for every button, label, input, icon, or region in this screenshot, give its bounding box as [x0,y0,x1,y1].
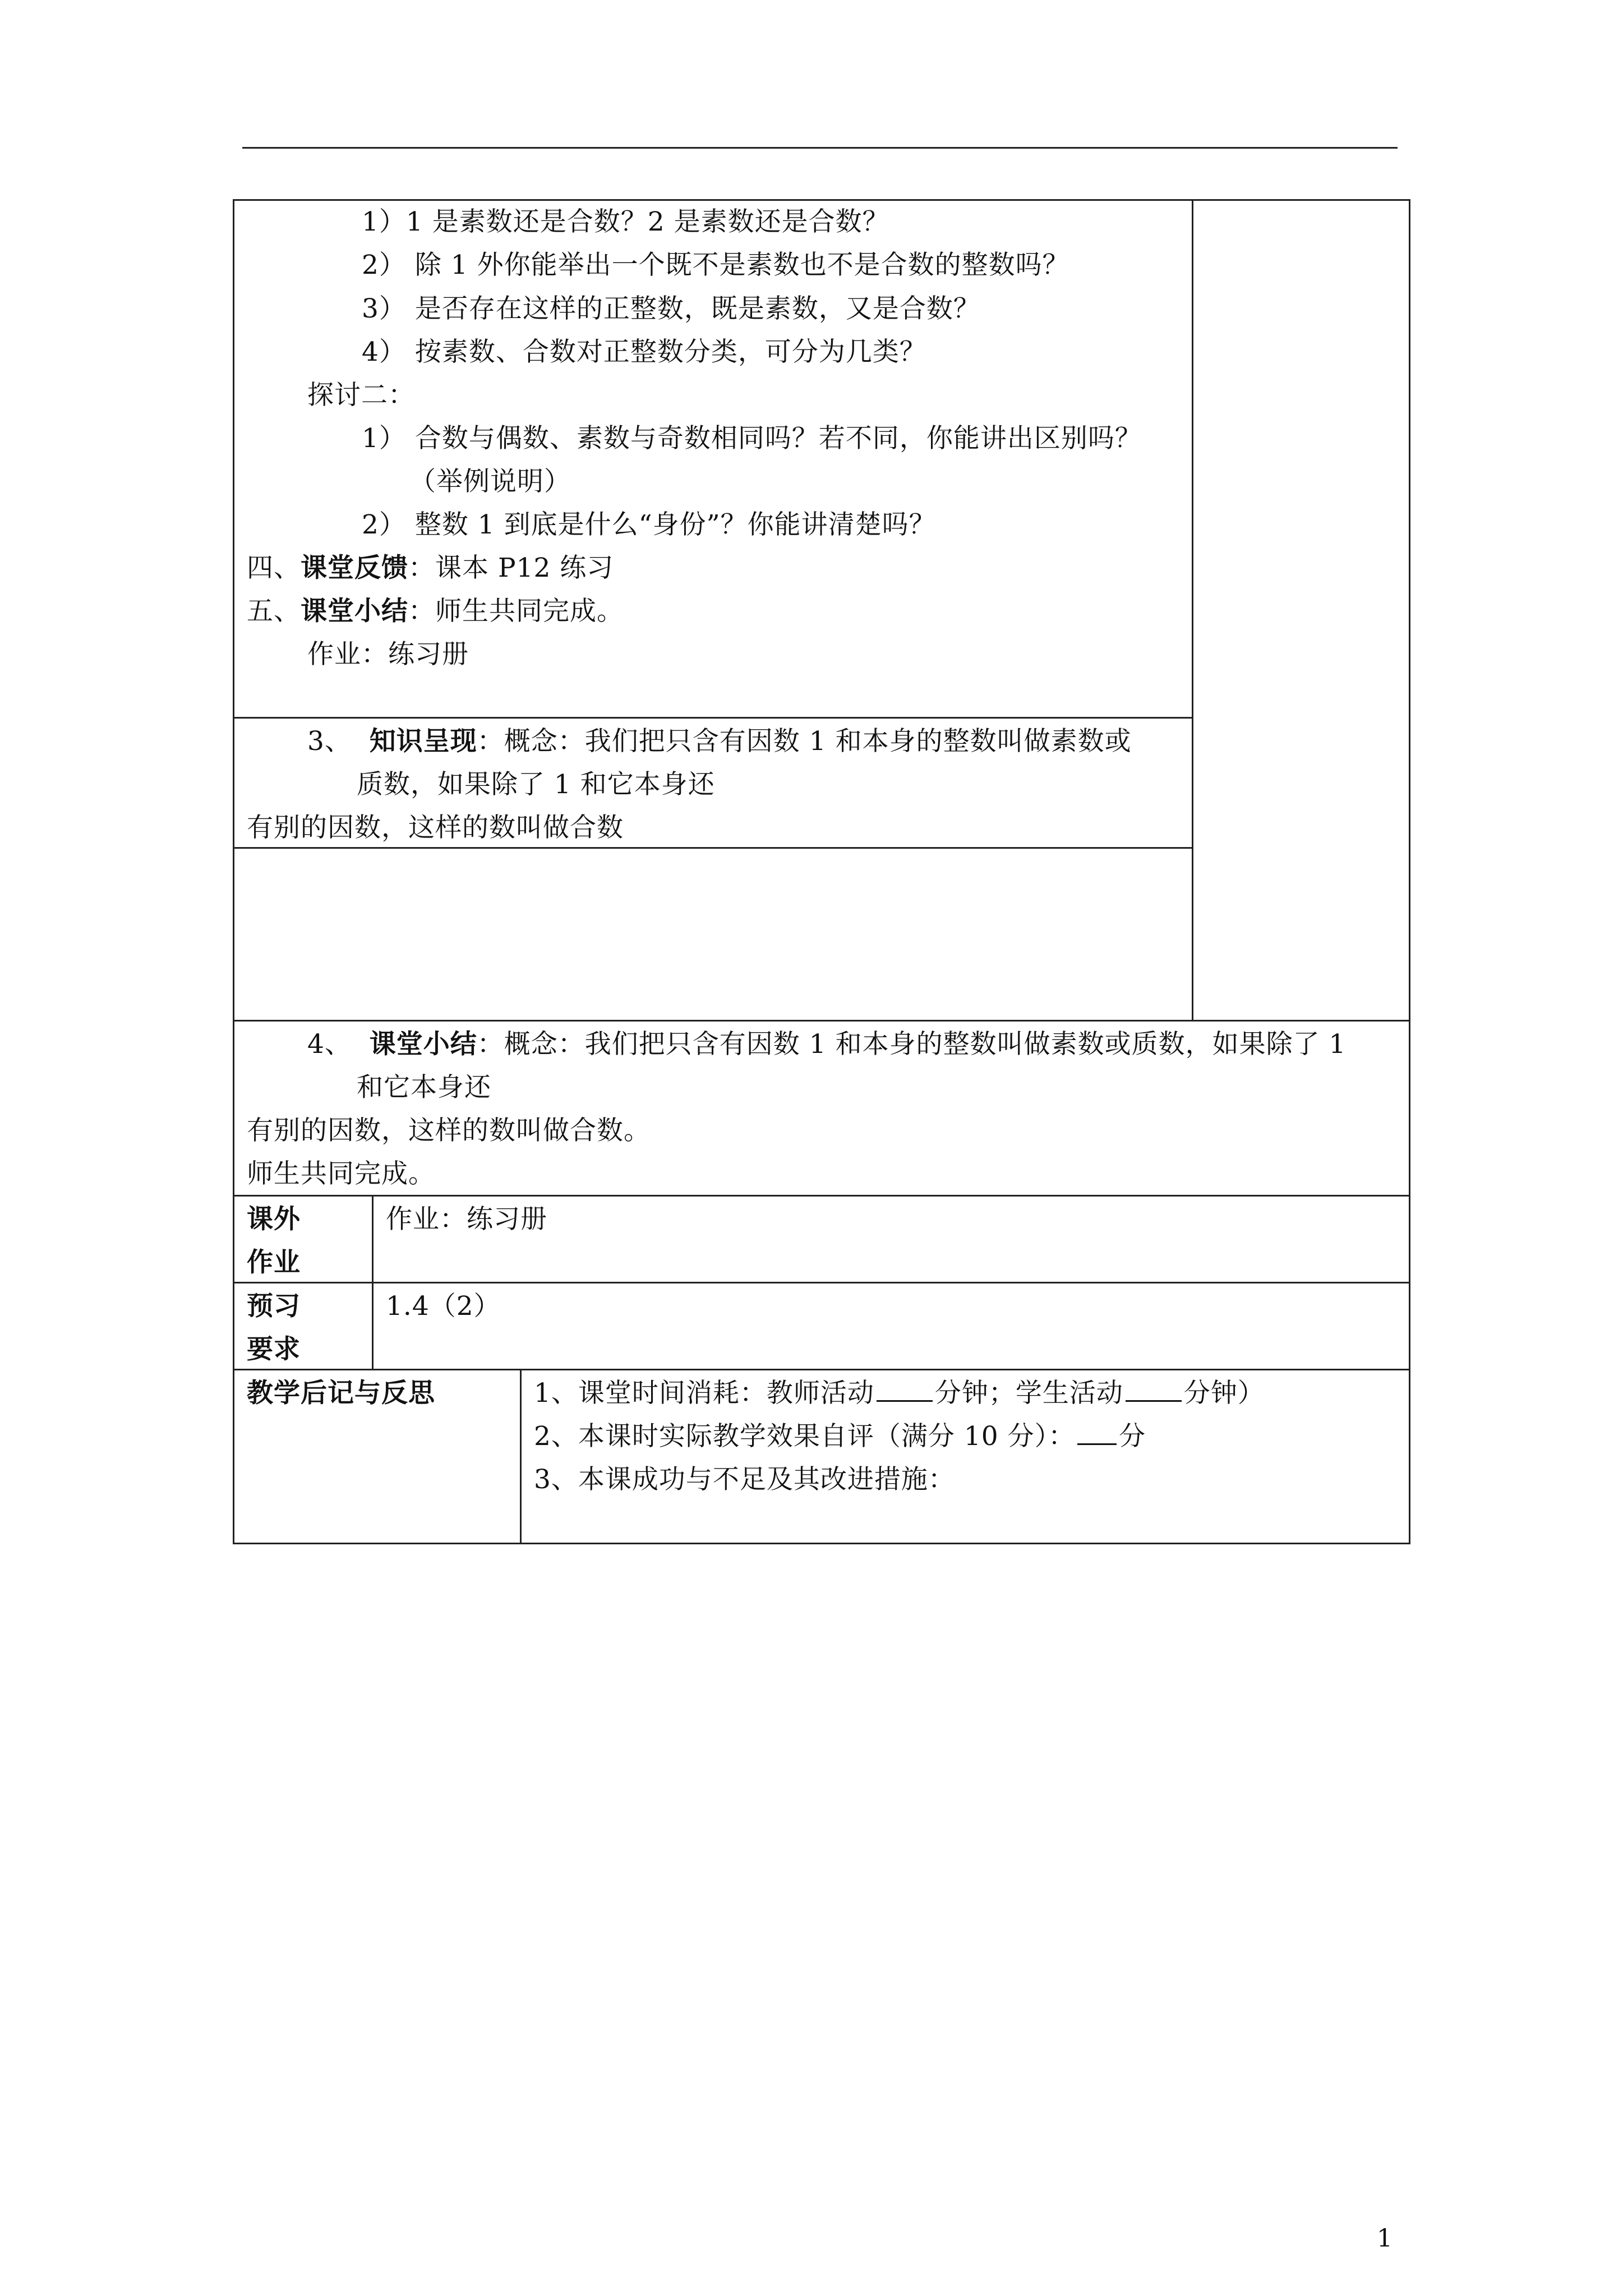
question-4: 4） 按素数、合数对正整数分类，可分为几类？ [362,337,926,367]
row-divider-1 [233,717,1193,719]
class-summary-label: 课堂小结 [369,1029,477,1060]
class-feedback [247,555,614,581]
class-summary-line-2: 和它本身还 [357,1072,491,1103]
self-score-blank[interactable] [1077,1443,1117,1445]
table-bottom-border [233,1543,1410,1544]
extra-homework-label-2: 作业 [247,1247,301,1278]
reflection-line-1 [534,1378,1265,1409]
knowledge-label: 知识呈现 [369,726,477,757]
row-divider-6 [233,1369,1410,1370]
extra-homework-label-1: 课外 [247,1204,301,1235]
class-summary-prefix: 4、 [307,1029,352,1060]
row-divider-2 [233,847,1193,849]
preview-label-1: 预习 [247,1291,301,1322]
question-3: 3） 是否存在这样的正整数，既是素数，又是合数？ [362,293,980,324]
knowledge-line-3: 有别的因数，这样的数叫做合数 [247,812,624,843]
class-summary-short [247,596,624,627]
reflection-1-text-a: 1、课堂时间消耗：教师活动 [534,1378,874,1409]
knowledge-text-1: ：概念：我们把只含有因数 1 和本身的整数叫做素数或 [477,726,1132,757]
table-left-border [233,199,234,1544]
knowledge-line-1 [307,726,1132,757]
teacher-minutes-blank[interactable] [877,1400,933,1402]
extra-homework-value: 作业：练习册 [386,1204,547,1235]
class-summary-short-text: ：师生共同完成。 [408,596,624,627]
discussion-2-title: 探讨二： [307,380,415,411]
row-divider-5 [233,1282,1410,1283]
table-top-border [233,199,1410,201]
discussion-item-1: 1） 合数与偶数、素数与奇数相同吗？若不同，你能讲出区别吗？ [362,423,1142,454]
page-number: 1 [1377,2224,1393,2253]
class-summary-line-4: 师生共同完成。 [247,1158,435,1189]
class-summary-line-1 [307,1029,1347,1060]
knowledge-prefix: 3、 [307,726,352,757]
row-divider-3 [233,1020,1410,1022]
reflection-line-3: 3、本课成功与不足及其改进措施： [534,1464,955,1495]
knowledge-line-2: 质数，如果除了 1 和它本身还 [357,769,715,800]
class-feedback-prefix: 四、 [247,553,301,583]
reflection-1-text-b: 分钟；学生活动 [934,1378,1123,1409]
header-rule [242,147,1398,149]
class-feedback-label: 课堂反馈 [301,553,408,583]
reflection-line-2 [534,1423,1146,1450]
preview-label-2: 要求 [247,1334,301,1365]
class-summary-line-3: 有别的因数，这样的数叫做合数。 [247,1115,651,1146]
student-minutes-blank[interactable] [1126,1400,1182,1402]
label-column-divider [372,1195,374,1370]
reflection-column-divider [520,1369,522,1544]
class-summary-short-prefix: 五、 [247,596,301,627]
reflection-label: 教学后记与反思 [247,1378,435,1409]
row-divider-4 [233,1195,1410,1197]
class-feedback-text: ：课本 P12 练习 [408,553,614,583]
question-1: 1）1 是素数还是合数？2 是素数还是合数？ [362,206,889,237]
reflection-1-text-c: 分钟） [1183,1378,1265,1409]
class-summary-text-1: ：概念：我们把只含有因数 1 和本身的整数叫做素数或质数，如果除了 1 [477,1029,1347,1060]
reflection-2-text-b: 分 [1119,1421,1146,1452]
class-summary-short-label: 课堂小结 [301,596,408,627]
discussion-item-1-note: （举例说明） [409,466,571,497]
side-column-divider [1192,199,1193,1021]
discussion-item-2: 2） 整数 1 到底是什么“身份”？你能讲清楚吗？ [362,509,936,540]
table-right-border [1409,199,1410,1544]
question-2: 2） 除 1 外你能举出一个既不是素数也不是合数的整数吗？ [362,250,1069,280]
reflection-2-text-a: 2、本课时实际教学效果自评（满分 10 分）： [534,1421,1076,1452]
preview-value: 1.4（2） [386,1291,501,1322]
lesson-homework: 作业：练习册 [307,639,469,670]
